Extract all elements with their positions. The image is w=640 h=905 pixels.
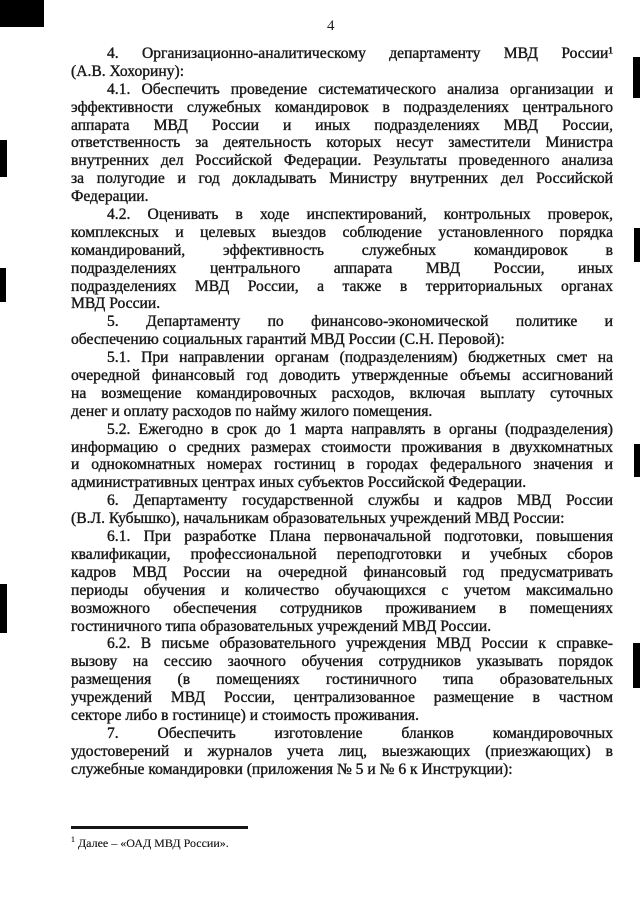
paragraph xyxy=(71,45,613,81)
text-line: обеспечению социальных гарантий МВД России (С.Н. Перовой): xyxy=(71,331,505,349)
paragraph xyxy=(71,725,613,779)
footnote xyxy=(71,836,229,851)
text-line: подразделениях МВД России, а также в территориальных органах xyxy=(71,277,613,295)
text-line: комплексных и целевых выездов соблюдение установленного порядка xyxy=(71,223,613,241)
paragraph xyxy=(71,206,613,313)
text-line: вызову на сессию заочного обучения сотрудников указывать порядок xyxy=(71,653,613,671)
text-line: ответственность за деятельность которых несут заместители Министра xyxy=(71,134,613,152)
text-line: (А.В. Хохорину): xyxy=(71,62,185,80)
text-line: за полугодие и год докладывать Министру внутренних дел Российской xyxy=(71,170,613,188)
scan-artifact-right-3 xyxy=(634,444,640,477)
paragraph xyxy=(71,421,613,493)
text-line: административных центрах иных субъектов Российской Федерации. xyxy=(71,474,527,492)
text-line: очередной финансовый год доводить утвержденные объемы ассигнований xyxy=(71,367,613,385)
scan-artifact-left-2 xyxy=(0,268,6,302)
text-line: командирований, эффективность служебных командировок в xyxy=(71,241,613,259)
paragraph xyxy=(71,635,613,724)
text-line: 4. Организационно-аналитическому департаменту МВД России¹ xyxy=(107,45,613,62)
text-line: секторе либо в гостинице) и стоимость проживания. xyxy=(71,706,419,724)
text-line: гостиничного типа образовательных учреждений МВД России. xyxy=(71,617,492,635)
text-line: периоды обучения и количество обучающихся с учетом максимально xyxy=(71,581,613,599)
scan-artifact-right-4 xyxy=(633,643,640,688)
text-line: 4.2. Оценивать в ходе инспектирований, контрольных проверок, xyxy=(107,206,613,224)
scan-artifact-left-3 xyxy=(0,584,7,633)
text-line: кадров МВД России на очередной финансовый год предусматривать xyxy=(71,563,613,581)
scan-artifact-left-1 xyxy=(0,140,7,177)
text-line: 5.2. Ежегодно в срок до 1 марта направлять в органы (подразделения) xyxy=(107,420,613,438)
text-line: аппарата МВД России и иных подразделениях МВД России, xyxy=(71,116,613,134)
scan-artifact-right-2 xyxy=(634,228,640,262)
paragraph xyxy=(71,313,613,349)
text-line: 6.2. В письме образовательного учреждения МВД России к справке- xyxy=(107,635,613,653)
text-line: 6. Департаменту государственной службы и кадров МВД России xyxy=(107,492,613,510)
scan-artifact-top-left xyxy=(0,0,44,27)
text-line: на возмещение командировочных расходов, включая выплату суточных xyxy=(71,384,613,402)
scan-artifact-right-1 xyxy=(633,57,640,98)
text-line: и однокомнатных номерах гостиниц в городах федерального значения и xyxy=(71,456,613,474)
footnote-separator xyxy=(71,826,248,829)
text-line: квалификации, профессиональной переподготовки и учебных сборов xyxy=(71,545,613,563)
text-line: Федерации. xyxy=(71,188,149,206)
footnote-marker: 1 xyxy=(71,835,75,844)
document-body xyxy=(71,45,613,779)
paragraph xyxy=(71,492,613,528)
text-line: 6.1. При разработке Плана первоначальной подготовки, повышения xyxy=(107,528,613,546)
paragraph xyxy=(71,349,613,421)
text-line: 7. Обеспечить изготовление бланков командировочных xyxy=(107,724,613,742)
text-line: 5. Департаменту по финансово-экономической политике и xyxy=(107,313,613,331)
paragraph xyxy=(71,81,613,206)
text-line: служебные командировки (приложения № 5 и № 6 к Инструкции): xyxy=(71,760,513,778)
text-line: информацию о средних размерах стоимости проживания в двухкомнатных xyxy=(71,438,613,456)
page-number: 4 xyxy=(327,18,335,34)
text-line: денег и оплату расходов по найму жилого помещения. xyxy=(71,402,433,420)
text-line: (В.Л. Кубышко), начальникам образовательных учреждений МВД России: xyxy=(71,510,565,528)
text-line: подразделениях центрального аппарата МВД России, иных xyxy=(71,259,613,277)
text-line: эффективности служебных командировок в подразделениях центрального xyxy=(71,98,613,116)
text-line: 5.1. При направлении органам (подразделениям) бюджетных смет на xyxy=(107,349,613,367)
text-line: МВД России. xyxy=(71,295,161,313)
footnote-text: Далее – «ОАД МВД России». xyxy=(78,836,229,850)
paragraph xyxy=(71,528,613,635)
text-line: размещения (в помещениях гостиничного типа образовательных xyxy=(71,671,613,689)
text-line: удостоверений и журналов учета лиц, выезжающих (приезжающих) в xyxy=(71,742,613,760)
text-line: учреждений МВД России, централизованное размещение в частном xyxy=(71,689,613,707)
text-line: внутренних дел Российской Федерации. Результаты проведенного анализа xyxy=(71,152,613,170)
text-line: 4.1. Обеспечить проведение систематического анализа организации и xyxy=(107,80,613,98)
text-line: возможного обеспечения сотрудников проживанием в помещениях xyxy=(71,599,613,617)
